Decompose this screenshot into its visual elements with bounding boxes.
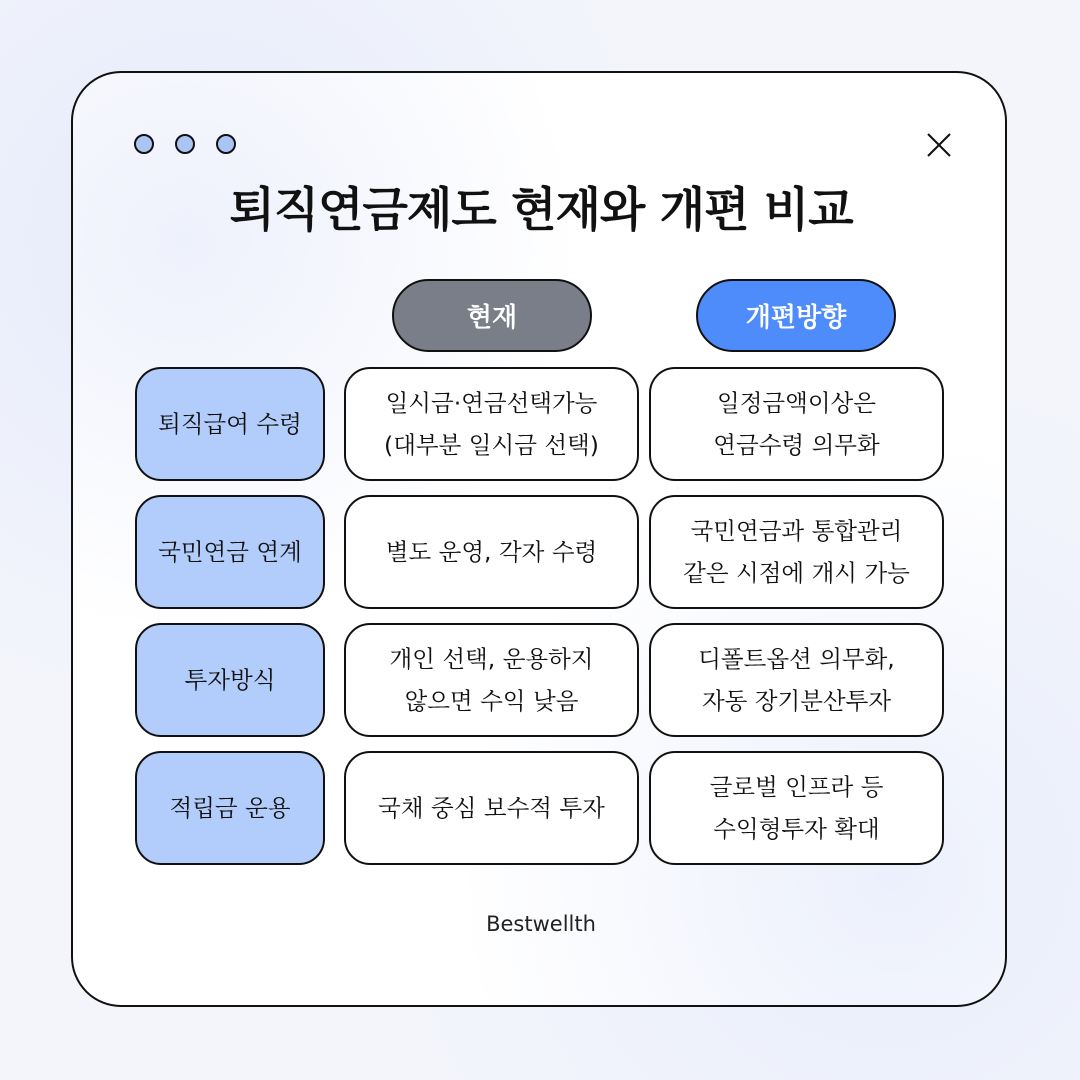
current-cell: 일시금·연금선택가능 (대부분 일시금 선택) — [344, 367, 639, 481]
close-icon[interactable] — [926, 132, 952, 158]
row-label: 적립금 운용 — [135, 751, 325, 865]
current-cell: 국채 중심 보수적 투자 — [344, 751, 639, 865]
reform-cell: 글로벌 인프라 등 수익형투자 확대 — [649, 751, 944, 865]
comparison-card — [71, 71, 1007, 1007]
window-dot-icon — [134, 134, 154, 154]
window-dot-icon — [216, 134, 236, 154]
window-dot-icon — [175, 134, 195, 154]
row-label: 투자방식 — [135, 623, 325, 737]
reform-cell: 일정금액이상은 연금수령 의무화 — [649, 367, 944, 481]
reform-cell: 국민연금과 통합관리 같은 시점에 개시 가능 — [649, 495, 944, 609]
reform-cell: 디폴트옵션 의무화, 자동 장기분산투자 — [649, 623, 944, 737]
column-header-reform: 개편방향 — [696, 279, 896, 352]
brand-footer: Bestwellth — [486, 912, 596, 936]
row-label: 국민연금 연계 — [135, 495, 325, 609]
column-header-current: 현재 — [392, 279, 592, 352]
current-cell: 별도 운영, 각자 수령 — [344, 495, 639, 609]
row-label: 퇴직급여 수령 — [135, 367, 325, 481]
current-cell: 개인 선택, 운용하지 않으면 수익 낮음 — [344, 623, 639, 737]
page-title: 퇴직연금제도 현재와 개편 비교 — [229, 183, 853, 238]
